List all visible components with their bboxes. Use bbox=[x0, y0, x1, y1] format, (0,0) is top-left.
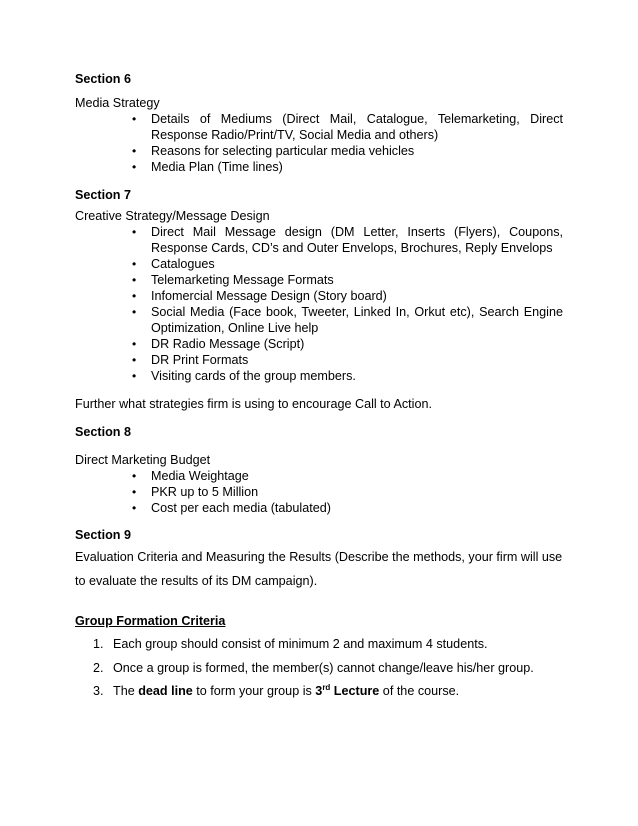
section-9-heading: Section 9 bbox=[75, 528, 131, 542]
section-7-further: Further what strategies firm is using to encourage Call to Action. bbox=[75, 397, 432, 411]
list-item: • Media Weightage bbox=[132, 469, 249, 483]
bullet-icon: • bbox=[132, 160, 137, 174]
section-8-intro: Direct Marketing Budget bbox=[75, 453, 211, 467]
bullet-icon: • bbox=[132, 469, 137, 483]
list-item: 2. Once a group is formed, the member(s) cannot change/leave his/her group. bbox=[93, 660, 534, 675]
section-6-intro: Media Strategy bbox=[75, 96, 160, 110]
bullet-icon: • bbox=[132, 369, 137, 383]
list-item: 3. The dead line to form your group is 3rd Lecture of the course. bbox=[93, 682, 460, 698]
dead-line-emphasis: dead line bbox=[138, 684, 193, 698]
list-item: 1. Each group should consist of minimum 2 and maximum 4 students. bbox=[93, 637, 488, 651]
list-item: • Visiting cards of the group members. bbox=[132, 369, 356, 383]
group-criteria-list bbox=[75, 633, 563, 704]
section-6-heading: Section 6 bbox=[75, 72, 131, 86]
list-item: • Catalogues bbox=[132, 257, 215, 271]
section-7-list bbox=[75, 224, 563, 384]
bullet-icon: • bbox=[132, 144, 137, 158]
section-8-heading: Section 8 bbox=[75, 425, 131, 439]
bullet-icon: • bbox=[132, 353, 137, 367]
list-item: • Infomercial Message Design (Story board) bbox=[132, 289, 387, 303]
bullet-icon: • bbox=[132, 337, 137, 351]
bullet-icon: • bbox=[132, 225, 137, 239]
bullet-icon: • bbox=[132, 305, 137, 319]
section-7-intro: Creative Strategy/Message Design bbox=[75, 209, 270, 223]
bullet-icon: • bbox=[132, 257, 137, 271]
bullet-icon: • bbox=[132, 289, 137, 303]
section-6-list bbox=[75, 111, 563, 175]
list-item: • PKR up to 5 Million bbox=[132, 485, 259, 499]
group-formation-heading: Group Formation Criteria bbox=[75, 614, 226, 628]
bullet-icon: • bbox=[132, 112, 137, 126]
list-item: • Direct Mail Message design (DM Letter, Inserts (Flyers), Coupons, Response Cards, CD’s and Outer Envelops, Brochures, Reply Envelops bbox=[132, 225, 563, 255]
section-8-list bbox=[75, 468, 563, 516]
list-item: • Cost per each media (tabulated) bbox=[132, 501, 331, 515]
list-item: • Telemarketing Message Formats bbox=[132, 273, 334, 287]
bullet-icon: • bbox=[132, 501, 137, 515]
bullet-icon: • bbox=[132, 273, 137, 287]
list-item: • Reasons for selecting particular media vehicles bbox=[132, 144, 415, 158]
bullet-icon: • bbox=[132, 485, 137, 499]
list-item: • DR Radio Message (Script) bbox=[132, 337, 305, 351]
list-item: • Media Plan (Time lines) bbox=[132, 160, 283, 174]
document-page bbox=[75, 71, 563, 704]
list-item: • Details of Mediums (Direct Mail, Catalogue, Telemarketing, Direct Response Radio/Print/TV, Social Media and others) bbox=[132, 112, 563, 142]
section-7-heading: Section 7 bbox=[75, 188, 131, 202]
list-item: • Social Media (Face book, Tweeter, Linked In, Orkut etc), Search Engine Optimization, Online Live help bbox=[132, 305, 563, 335]
section-9-text: Evaluation Criteria and Measuring the Results (Describe the methods, your firm will use to evaluate the results of its DM campaign). bbox=[75, 550, 563, 588]
list-item: • DR Print Formats bbox=[132, 353, 249, 367]
